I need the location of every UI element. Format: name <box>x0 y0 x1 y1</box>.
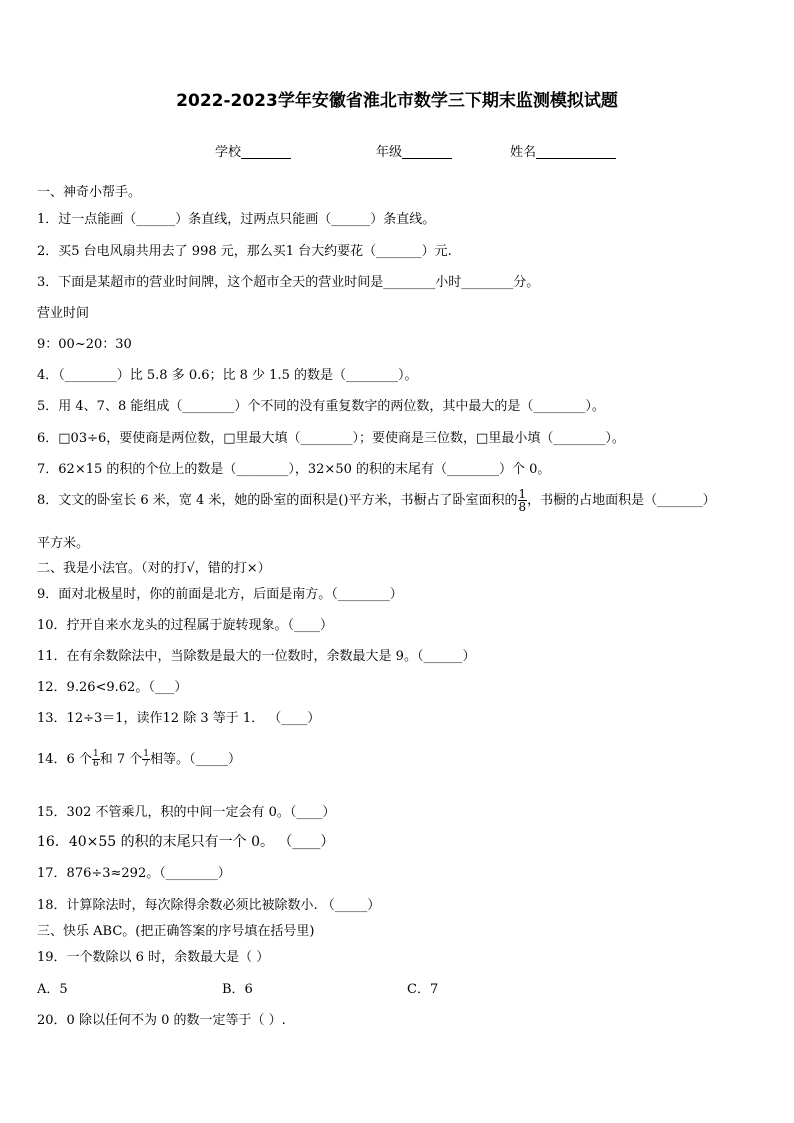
question-20: 20．0 除以任何不为 0 的数一定等于（ ）. <box>37 1013 286 1028</box>
question-19: 19．一个数除以 6 时，余数最大是（ ） <box>37 950 270 965</box>
option-b[interactable]: B．6 <box>222 982 253 997</box>
option-a[interactable]: A．5 <box>37 982 68 997</box>
question-11: 11．在有余数除法中，当除数是最大的一位数时，余数最大是 9。（______） <box>37 649 476 664</box>
fraction-denominator: 7 <box>143 759 149 769</box>
question-8-continued: 平方米。 <box>37 536 90 551</box>
name-label: 姓名 <box>510 145 537 160</box>
question-8-text-start: 8．文文的卧室长 6 米，宽 4 米，她的卧室的面积是()平方米，书橱占了卧室面积的 <box>37 493 518 508</box>
fraction-numerator: 1 <box>518 487 527 501</box>
question-14-text-3: 相等。（_____） <box>149 752 241 767</box>
school-field[interactable] <box>215 141 291 160</box>
question-13: 13．12÷3＝1，读作12 除 3 等于 1． （____） <box>37 711 321 726</box>
question-9: 9．面对北极星时，你的前面是北方，后面是南方。（________） <box>37 587 403 602</box>
question-8 <box>37 488 716 513</box>
page-title: 2022-2023学年安徽省淮北市数学三下期末监测模拟试题 <box>176 91 618 111</box>
question-4: 4．（________）比 5.8 多 0.6；比 8 少 1.5 的数是（________）。 <box>37 368 418 383</box>
fraction-denominator: 8 <box>518 500 527 514</box>
name-blank[interactable] <box>536 145 616 159</box>
section-2-heading: 二、我是小法官。（对的打√，错的打×） <box>37 561 271 576</box>
question-8-text-end: ，书橱的占地面积是（_______） <box>527 493 716 508</box>
question-7: 7．62×15 的积的个位上的数是（________），32×50 的积的末尾有（________）个 0。 <box>37 462 551 477</box>
question-15: 15．302 不管乘几，积的中间一定会有 0。（____） <box>37 805 336 820</box>
section-1-heading: 一、神奇小帮手。 <box>37 185 142 200</box>
business-hours-label: 营业时间 <box>37 306 90 321</box>
question-3: 3．下面是某超市的营业时间牌，这个超市全天的营业时间是________小时________分。 <box>37 275 540 290</box>
question-10: 10．拧开自来水龙头的过程属于旋转现象。（____） <box>37 618 334 633</box>
question-14 <box>37 748 241 769</box>
school-blank[interactable] <box>241 145 291 159</box>
grade-label: 年级 <box>376 145 403 160</box>
question-14-text-1: 14．6 个 <box>37 752 92 767</box>
question-16: 16．40×55 的积的末尾只有一个 0。 （____） <box>37 834 335 850</box>
fraction-denominator: 6 <box>92 759 99 769</box>
question-14-text-2: 和 7 个 <box>99 752 143 767</box>
business-hours-time: 9：00~20：30 <box>37 337 132 352</box>
question-1: 1．过一点能画（______）条直线，过两点只能画（______）条直线。 <box>37 212 436 227</box>
fraction-one-seventh <box>142 750 150 769</box>
question-5: 5．用 4、7、8 能组成（________）个不同的没有重复数字的两位数，其中最大的是（________）。 <box>37 399 605 414</box>
grade-blank[interactable] <box>402 145 452 159</box>
question-12: 12．9.26<9.62。（___） <box>37 680 188 695</box>
question-6: 6．□03÷6，要使商是两位数，□里最大填（________）；要使商是三位数，□里最小填（________）。 <box>37 431 625 446</box>
question-2: 2．买5 台电风扇共用去了 998 元，那么买1 台大约要花（_______）元. <box>37 244 452 259</box>
section-3-heading: 三、快乐 ABC。(把正确答案的序号填在括号里) <box>37 924 315 939</box>
option-c[interactable]: C．7 <box>407 982 439 997</box>
fraction-one-eighth <box>518 488 528 513</box>
name-field[interactable] <box>510 141 616 160</box>
fraction-numerator: 1 <box>143 749 149 759</box>
fraction-one-sixth <box>92 750 100 769</box>
grade-field[interactable] <box>376 141 452 160</box>
school-label: 学校 <box>215 145 242 160</box>
question-17: 17．876÷3≈292。（________） <box>37 866 231 881</box>
question-18: 18．计算除法时，每次除得余数必须比被除数小. （_____） <box>37 898 381 913</box>
fraction-numerator: 1 <box>92 749 99 759</box>
